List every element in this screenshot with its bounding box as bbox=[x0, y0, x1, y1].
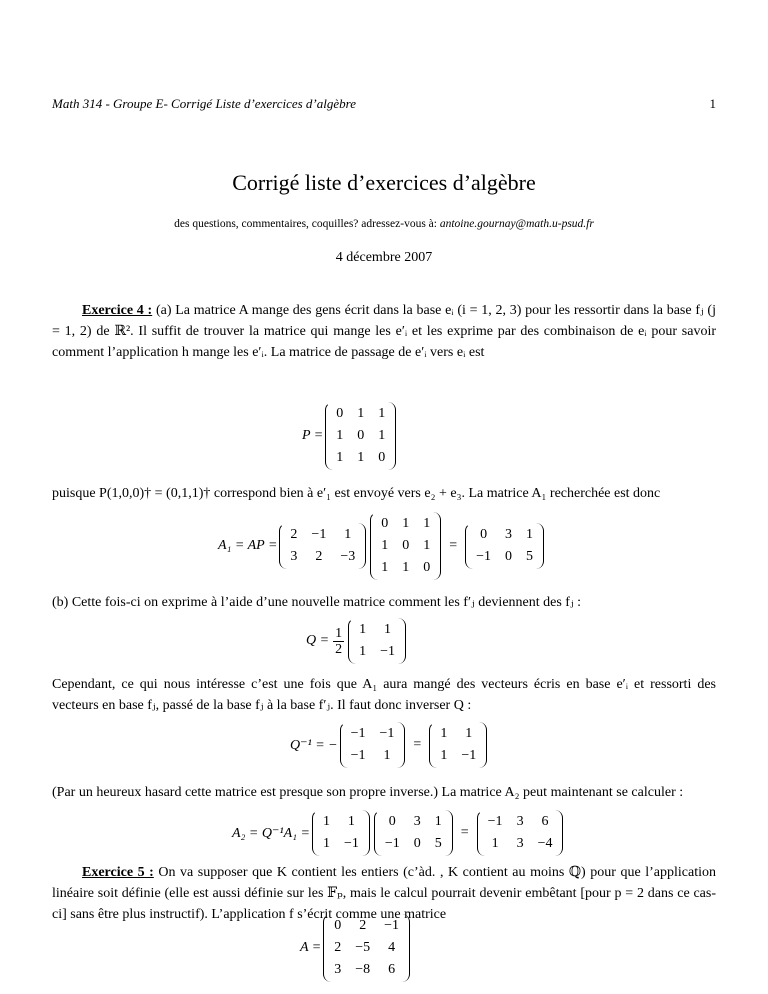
matrix-entry: 1 bbox=[322, 836, 330, 851]
matrix-grid bbox=[356, 618, 398, 664]
equation-Q bbox=[306, 618, 408, 664]
left-parenthesis bbox=[429, 722, 437, 768]
document-subtitle bbox=[0, 218, 768, 230]
document-title: Corrigé liste d’exercices d’algèbre bbox=[232, 170, 536, 195]
equals-sign: = bbox=[449, 538, 458, 553]
matrix-entry: 1 bbox=[402, 560, 410, 575]
matrix-entry: 1 bbox=[423, 516, 431, 531]
matrix-entry: 2 bbox=[359, 918, 367, 933]
matrix-entry: −3 bbox=[340, 549, 356, 564]
matrix-entry: 3 bbox=[413, 814, 421, 829]
equation-P bbox=[302, 402, 398, 470]
matrix-negQ bbox=[340, 722, 406, 768]
matrix-entry: 1 bbox=[336, 428, 344, 443]
matrix-entry: 0 bbox=[357, 428, 365, 443]
right-parenthesis bbox=[555, 810, 563, 856]
matrix-entry: 0 bbox=[402, 538, 410, 553]
contact-email: antoine.gournay@math.u-psud.fr bbox=[439, 218, 594, 230]
matrix-grid bbox=[437, 722, 479, 768]
matrix-entry: 1 bbox=[336, 450, 344, 465]
matrix-entry: 1 bbox=[383, 748, 391, 763]
A-ex5-lhs: A = bbox=[300, 940, 322, 955]
matrix-grid bbox=[287, 523, 358, 569]
matrix-entry: 1 bbox=[465, 726, 473, 741]
matrix-entry: 1 bbox=[357, 450, 365, 465]
matrix-entry: −8 bbox=[355, 962, 371, 977]
right-parenthesis bbox=[445, 810, 453, 856]
fraction-numerator: 1 bbox=[335, 625, 343, 641]
matrix-entry: −1 bbox=[476, 549, 492, 564]
equation-Qinv bbox=[290, 722, 489, 768]
equals-sign: = bbox=[460, 825, 469, 840]
equals-sign: = bbox=[413, 737, 422, 752]
matrix-Q-third bbox=[312, 810, 370, 856]
matrix-entry: 0 bbox=[423, 560, 431, 575]
matrix-entry: −4 bbox=[537, 836, 553, 851]
matrix-A1 bbox=[465, 523, 544, 569]
A2-lhs: A₂ = Q⁻¹A₁ = bbox=[232, 825, 310, 841]
matrix-entry: 1 bbox=[359, 644, 367, 659]
matrix-grid bbox=[473, 523, 536, 569]
matrix-grid bbox=[382, 810, 445, 856]
equation-A2 bbox=[232, 810, 565, 856]
matrix-P-repeat bbox=[370, 512, 441, 580]
matrix-entry: 4 bbox=[388, 940, 396, 955]
matrix-grid bbox=[331, 914, 402, 982]
matrix-entry: −1 bbox=[384, 918, 400, 933]
matrix-entry: 0 bbox=[336, 406, 344, 421]
matrix-entry: 1 bbox=[434, 814, 442, 829]
matrix-entry: 2 bbox=[334, 940, 342, 955]
matrix-entry: 1 bbox=[381, 560, 389, 575]
matrix-entry: −1 bbox=[350, 726, 366, 741]
matrix-entry: 1 bbox=[359, 622, 367, 637]
subtitle-text: des questions, commentaires, coquilles? adressez-vous à: bbox=[174, 218, 440, 230]
matrix-entry: 3 bbox=[505, 527, 513, 542]
matrix-entry: 1 bbox=[384, 622, 392, 637]
left-parenthesis bbox=[477, 810, 485, 856]
right-parenthesis bbox=[398, 618, 406, 664]
left-parenthesis bbox=[340, 722, 348, 768]
ex4-paragraph-4: Cependant, ce qui nous intéresse c’est une fois que A₁ aura mangé des vecteurs écris en base e′ᵢ et ressorti des vecteurs en base fⱼ, passé de la base fⱼ à la base f′ⱼ. Il faut donc inverser Q : bbox=[52, 677, 716, 713]
ex4-paragraph-3: (b) Cette fois-ci on exprime à l’aide d’une nouvelle matrice comment les f′ⱼ deviennent des fⱼ : bbox=[52, 595, 582, 610]
equation-A-ex5 bbox=[300, 914, 412, 982]
page-number: 1 bbox=[709, 96, 716, 111]
matrix-entry: 5 bbox=[526, 549, 534, 564]
matrix-entry: 1 bbox=[526, 527, 534, 542]
matrix-grid bbox=[378, 512, 433, 580]
matrix-P bbox=[325, 402, 396, 470]
left-parenthesis bbox=[465, 523, 473, 569]
ex4-paragraph-1 bbox=[52, 300, 716, 363]
ex5-label: Exercice 5 : bbox=[82, 865, 154, 880]
matrix-entry: 1 bbox=[381, 538, 389, 553]
left-parenthesis bbox=[323, 914, 331, 982]
matrix-entry: 5 bbox=[434, 836, 442, 851]
left-parenthesis bbox=[348, 618, 356, 664]
right-parenthesis bbox=[433, 512, 441, 580]
matrix-entry: 2 bbox=[290, 527, 298, 542]
matrix-entry: 0 bbox=[388, 814, 396, 829]
matrix-grid bbox=[485, 810, 556, 856]
matrix-entry: 2 bbox=[315, 549, 323, 564]
matrix-entry: −1 bbox=[380, 644, 395, 659]
matrix-entry: 1 bbox=[344, 527, 352, 542]
ex4-paragraph-5: (Par un heureux hasard cette matrice est presque son propre inverse.) La matrice A₂ peut maintenant se calculer : bbox=[52, 785, 684, 800]
A1-lhs: A₁ = AP = bbox=[218, 538, 278, 553]
running-header: Math 314 - Groupe E- Corrigé Liste d’exercices d’algèbre bbox=[52, 96, 356, 111]
document-date: 4 décembre 2007 bbox=[335, 250, 433, 265]
matrix-entry: −1 bbox=[384, 836, 400, 851]
matrix-entry: 1 bbox=[378, 428, 386, 443]
matrix-entry: 0 bbox=[378, 450, 386, 465]
left-parenthesis bbox=[312, 810, 320, 856]
matrix-A-ex5 bbox=[323, 914, 410, 982]
ex4-label: Exercice 4 : bbox=[82, 303, 153, 318]
matrix-A1-repeat bbox=[374, 810, 453, 856]
right-parenthesis bbox=[358, 523, 366, 569]
matrix-entry: 3 bbox=[290, 549, 298, 564]
matrix-entry: 1 bbox=[491, 836, 499, 851]
ex5-text-1: On va supposer que K contient les entiers (c’àd. , K contient au moins ℚ) pour que l’application linéaire soit définie (elle est aussi définie sur les 𝔽ₚ, mais le calcul pourrait devenir embêtant [pour p = 2 dans ce cas-ci] sans être plus instructif). L’application f s’écrit comme une matrice bbox=[52, 865, 716, 922]
matrix-A bbox=[279, 523, 366, 569]
right-parenthesis bbox=[536, 523, 544, 569]
ex4-paragraph-2: puisque P(1,0,0)† = (0,1,1)† correspond bien à e′₁ est envoyé vers e₂ + e₃. La matrice A₁ recherchée est donc bbox=[52, 486, 661, 501]
Qinv-lhs: Q⁻¹ = − bbox=[290, 737, 338, 753]
matrix-entry: 0 bbox=[505, 549, 513, 564]
matrix-entry: 3 bbox=[334, 962, 342, 977]
P-lhs: P = bbox=[302, 428, 324, 443]
matrix-entry: 1 bbox=[440, 726, 448, 741]
matrix-entry: 6 bbox=[388, 962, 396, 977]
fraction-half bbox=[333, 626, 344, 657]
matrix-entry: 1 bbox=[322, 814, 330, 829]
matrix-entry: 1 bbox=[402, 516, 410, 531]
matrix-entry: 3 bbox=[516, 814, 524, 829]
matrix-entry: 0 bbox=[480, 527, 488, 542]
matrix-entry: 6 bbox=[541, 814, 549, 829]
matrix-entry: −5 bbox=[355, 940, 371, 955]
fraction-denominator: 2 bbox=[335, 641, 343, 657]
ex4-text-1: (a) La matrice A mange des gens écrit dans la base eᵢ (i = 1, 2, 3) pour les ressortir dans la base fⱼ (j = 1, 2) de ℝ². Il suffit de trouver la matrice qui mange les e′ᵢ et les exprime par des combinaison de eᵢ pour savoir comment l’application h mange les e′ᵢ. La matrice de passage de e′ᵢ vers eᵢ est bbox=[52, 303, 716, 360]
right-parenthesis bbox=[479, 722, 487, 768]
left-parenthesis bbox=[325, 402, 333, 470]
left-parenthesis bbox=[370, 512, 378, 580]
matrix-entry: −1 bbox=[311, 527, 327, 542]
left-parenthesis bbox=[279, 523, 287, 569]
matrix-entry: −1 bbox=[487, 814, 503, 829]
matrix-grid bbox=[333, 402, 388, 470]
matrix-entry: 1 bbox=[378, 406, 386, 421]
equation-A1 bbox=[218, 512, 546, 580]
Q-lhs: Q = bbox=[306, 633, 330, 648]
right-parenthesis bbox=[397, 722, 405, 768]
matrix-Q bbox=[348, 618, 406, 664]
matrix-entry: 1 bbox=[423, 538, 431, 553]
matrix-entry: −1 bbox=[461, 748, 477, 763]
matrix-entry: 0 bbox=[413, 836, 421, 851]
matrix-grid bbox=[320, 810, 362, 856]
matrix-entry: −1 bbox=[343, 836, 359, 851]
matrix-entry: 1 bbox=[357, 406, 365, 421]
matrix-entry: −1 bbox=[350, 748, 366, 763]
matrix-grid bbox=[348, 722, 398, 768]
matrix-entry: 0 bbox=[334, 918, 342, 933]
matrix-entry: 0 bbox=[381, 516, 389, 531]
matrix-entry: 1 bbox=[347, 814, 355, 829]
right-parenthesis bbox=[362, 810, 370, 856]
right-parenthesis bbox=[388, 402, 396, 470]
matrix-entry: 1 bbox=[440, 748, 448, 763]
right-parenthesis bbox=[402, 914, 410, 982]
left-parenthesis bbox=[374, 810, 382, 856]
matrix-entry: 3 bbox=[516, 836, 524, 851]
matrix-Q-repeat bbox=[429, 722, 487, 768]
matrix-A2 bbox=[477, 810, 564, 856]
matrix-entry: −1 bbox=[379, 726, 395, 741]
